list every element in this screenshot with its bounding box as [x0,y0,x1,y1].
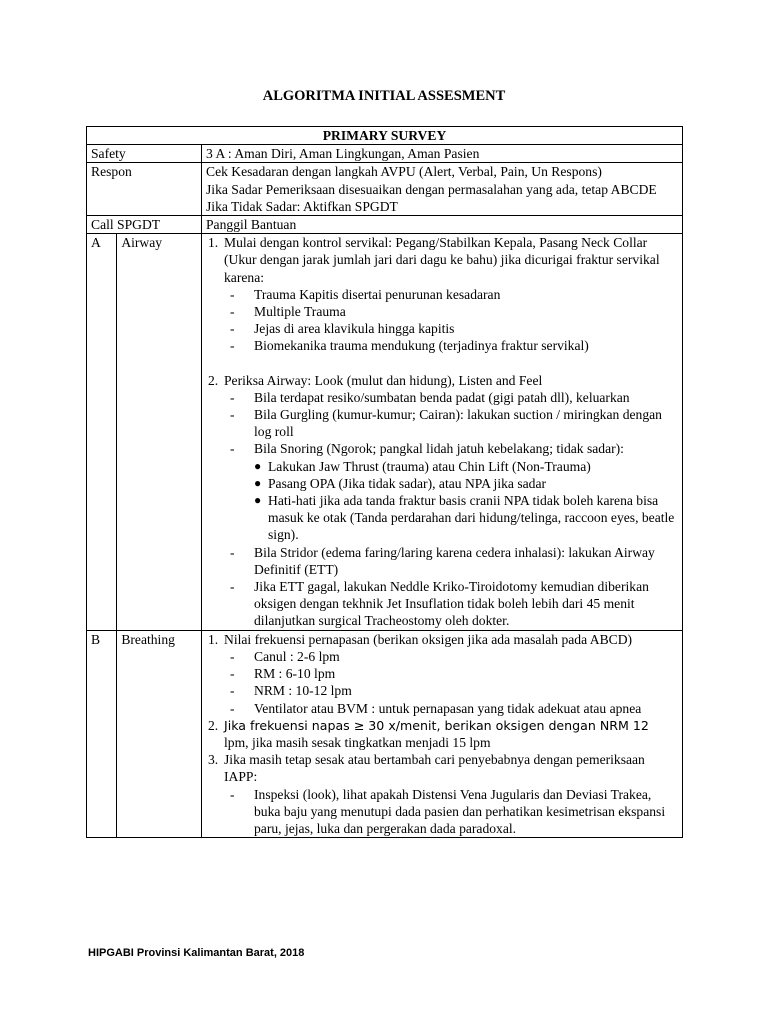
row-content-airway [202,234,683,630]
row-text-call: Panggil Bantuan [202,216,683,234]
item-text: Jika masih tetap sesak atau bertambah cari penyebabnya dengan pemeriksaan IAPP: [224,752,645,785]
dash-item [206,337,678,354]
bullet-item [206,492,678,544]
bullet-marker: ● [254,493,262,508]
breathing-item-3 [206,751,678,785]
document-title: ALGORITMA INITIAL ASSESMENT [262,88,506,104]
table-row-respon [87,163,683,216]
dash-text: Biomekanika trauma mendukung (terjadinya fraktur servikal) [254,338,589,354]
dash-text: Inspeksi (look), lihat apakah Distensi Vena Jugularis dan Deviasi Trakea, buka baju yang menutupi dada pasien dan perhatikan kesimetrisan ekspansi paru, jejas, luka dan pergerakan dada paradoxal. [254,786,666,836]
dash-item [206,682,678,699]
dash-marker: - [230,441,235,457]
respon-line: Cek Kesadaran dengan langkah AVPU (Alert, Verbal, Pain, Un Respons) [206,164,602,180]
dash-item [206,544,678,578]
dash-item [206,440,678,457]
row-label-call: Call SPGDT [87,216,202,234]
row-label-breathing: Breathing [117,630,202,837]
dash-text: Bila terdapat resiko/sumbatan benda padat (gigi patah dll), keluarkan [254,389,630,405]
respon-line: Jika Sadar Pemeriksaan disesuaikan dengan permasalahan yang ada, tetap ABCDE [206,181,657,197]
dash-text: NRM : 10-12 lpm [254,683,352,699]
item-number: 2. [208,717,219,733]
dash-item [206,389,678,406]
bullet-text: Pasang OPA (Jika tidak sadar), atau NPA jika sadar [268,475,547,491]
dash-item [206,786,678,838]
table-header-row [87,127,683,145]
dash-text: Jika ETT gagal, lakukan Neddle Kriko-Tiroidotomy kemudian diberikan oksigen dengan tekhnik Jet Insuflation tidak boleh lebih dari 45 menit dilanjutkan surgical Tracheostomy oleh dokter. [254,579,649,629]
bullet-marker: ● [254,475,262,490]
bullet-item [206,458,678,475]
airway-item-1 [206,234,678,286]
row-text-respon [202,163,683,216]
dash-marker: - [230,666,235,682]
bullet-marker: ● [254,458,262,473]
dash-marker: - [230,786,235,802]
spacer [206,355,678,372]
row-label-respon: Respon [87,163,202,216]
table-row-breathing [87,630,683,837]
dash-text: Jejas di area klavikula hingga kapitis [254,321,455,337]
row-letter-breathing: B [87,630,117,837]
dash-text: Bila Stridor (edema faring/laring karena cedera inhalasi): lakukan Airway Definitif (ETT) [254,544,655,577]
row-content-breathing [202,630,683,837]
dash-text: Trauma Kapitis disertai penurunan kesadaran [254,286,501,302]
item-number: 2. [208,372,219,388]
breathing-item-1 [206,631,678,648]
row-text-safety: 3 A : Aman Diri, Aman Lingkungan, Aman Pasien [202,145,683,163]
dash-marker: - [230,304,235,320]
dash-marker: - [230,700,235,716]
dash-marker: - [230,683,235,699]
table-header: PRIMARY SURVEY [87,127,683,145]
dash-marker: - [230,286,235,302]
row-label-airway: Airway [117,234,202,630]
footer-text: HIPGABI Provinsi Kalimantan Barat, 2018 [88,947,305,959]
bullet-text: Hati-hati jika ada tanda fraktur basis cranii NPA tidak boleh karena bisa masuk ke otak (Tanda perdarahan dari hidung/telinga, raccoon eyes, beatle sign). [268,493,675,543]
dash-text: Canul : 2-6 lpm [254,648,340,664]
item-number: 1. [208,631,219,647]
dash-text: Bila Gurgling (kumur-kumur; Cairan): lakukan suction / miringkan dengan log roll [254,407,662,440]
dash-item [206,286,678,303]
respon-line: Jika Tidak Sadar: Aktifkan SPGDT [206,198,398,214]
dash-item [206,578,678,630]
dash-marker: - [230,579,235,595]
dash-marker: - [230,338,235,354]
airway-item-2 [206,372,678,389]
table-row-safety [87,145,683,163]
item-text: lpm, jika masih sesak tingkatkan menjadi 15 lpm [224,734,491,750]
item-text: Periksa Airway: Look (mulut dan hidung), Listen and Feel [224,372,543,388]
row-label-safety: Safety [87,145,202,163]
dash-item [206,320,678,337]
dash-text: Ventilator atau BVM : untuk pernapasan yang tidak adekuat atau apnea [254,700,642,716]
dash-text: Bila Snoring (Ngorok; pangkal lidah jatuh kebelakang; tidak sadar): [254,441,624,457]
dash-text: RM : 6-10 lpm [254,666,336,682]
primary-survey-table [86,126,683,838]
item-text: Mulai dengan kontrol servikal: Pegang/Stabilkan Kepala, Pasang Neck Collar (Ukur dengan jarak jumlah jari dari dagu ke bahu) jika dicurigai fraktur servikal karena: [224,235,660,285]
table-row-airway [87,234,683,630]
dash-marker: - [230,389,235,405]
bullet-item [206,475,678,492]
dash-item [206,700,678,717]
dash-marker: - [230,407,235,423]
dash-item [206,406,678,440]
dash-marker: - [230,648,235,664]
table-row-call-spgdt [87,216,683,234]
bullet-text: Lakukan Jaw Thrust (trauma) atau Chin Lift (Non-Trauma) [268,458,591,474]
item-text: Jika frekuensi napas ≥ 30 x/menit, berikan oksigen dengan NRM 12 [224,717,649,733]
item-number: 1. [208,235,219,251]
dash-text: Multiple Trauma [254,304,346,320]
item-number: 3. [208,752,219,768]
item-text: Nilai frekuensi pernapasan (berikan oksigen jika ada masalah pada ABCD) [224,631,633,647]
breathing-item-2 [206,717,678,751]
row-letter-airway: A [87,234,117,630]
dash-item [206,303,678,320]
dash-item [206,648,678,665]
dash-item [206,665,678,682]
dash-marker: - [230,544,235,560]
dash-marker: - [230,321,235,337]
